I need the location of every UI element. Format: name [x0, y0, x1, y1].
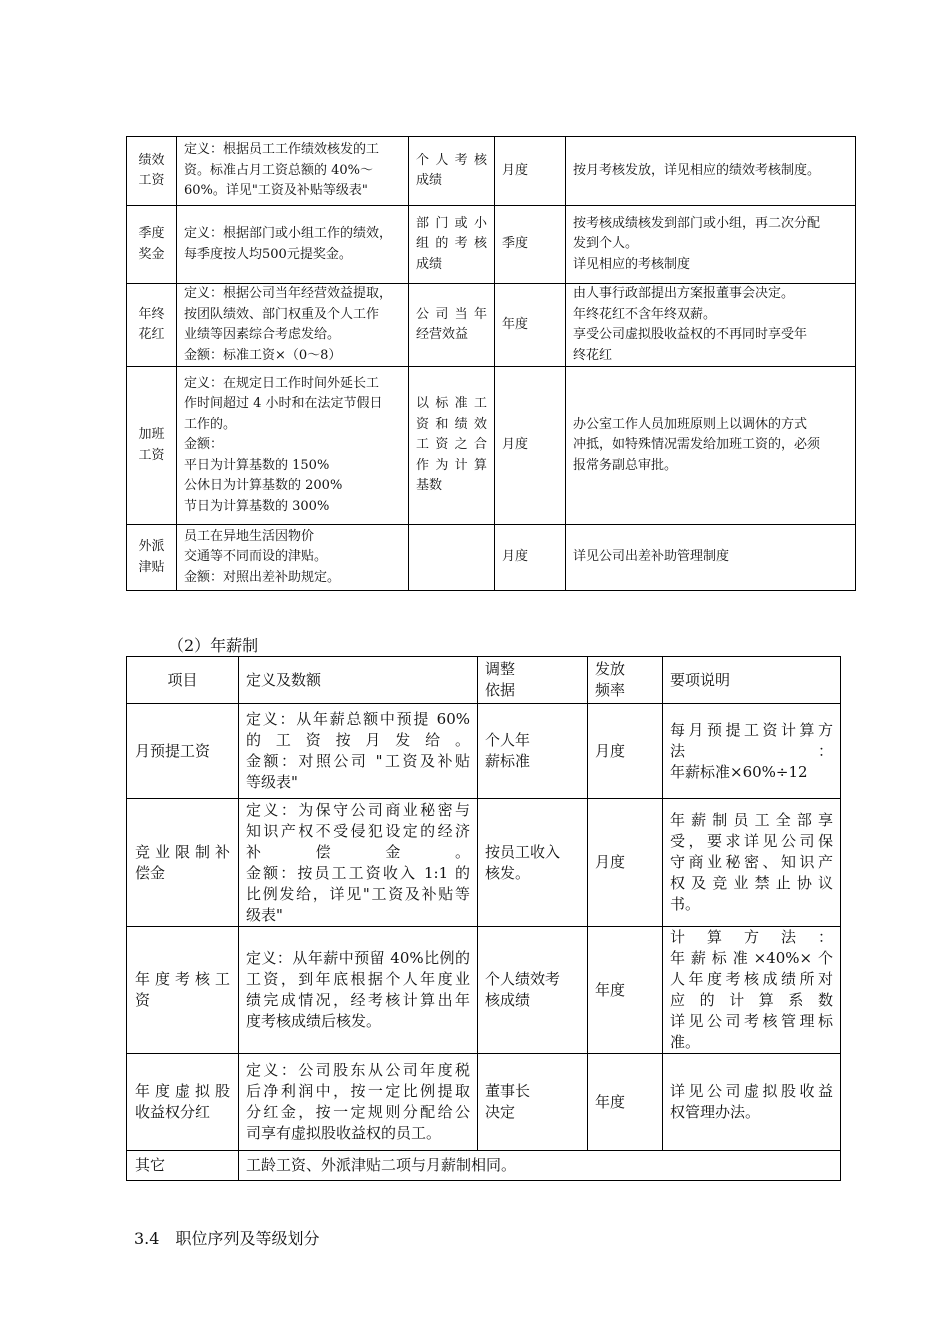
- item-definition: [177, 137, 409, 206]
- item-name: [127, 1054, 239, 1151]
- item-notes-line: 计算方法：: [670, 928, 833, 946]
- item-frequency: 月度: [588, 704, 663, 799]
- item-definition-line: 定义：从年薪总额中预提 60%: [246, 710, 470, 728]
- item-definition-line: 每季度按人均500元提奖金。: [184, 246, 352, 262]
- table1-row: [127, 367, 856, 525]
- item-notes-line: 按月考核发放，详见相应的绩效考核制度。: [573, 162, 821, 178]
- item-frequency: 年度: [495, 284, 566, 367]
- item-notes-line: 每月预提工资计算方: [670, 720, 833, 739]
- item-definition-line: 定义：根据部门或小组工作的绩效，: [184, 226, 393, 241]
- item-basis-line: 个人绩效考: [485, 970, 561, 988]
- item-name: [127, 799, 239, 927]
- other-text: 工龄工资、外派津贴二项与月薪制相同。: [239, 1151, 841, 1181]
- header-frequency-line: 发放: [595, 660, 626, 678]
- item-notes-line: 详见公司考核管理标: [670, 1012, 833, 1030]
- table2-row: [127, 704, 841, 799]
- item-notes-line: 准。: [670, 1033, 701, 1051]
- item-basis-line: 资和绩效: [416, 416, 487, 432]
- item-notes-line: 详见公司虚拟股收益: [670, 1082, 833, 1100]
- item-definition: [177, 284, 409, 367]
- item-basis-line: 个人年: [485, 731, 531, 749]
- header-frequency-line: 频率: [595, 681, 626, 699]
- item-notes-line: 详见相应的考核制度: [573, 256, 691, 272]
- item-basis-line: 基数: [416, 478, 443, 494]
- item-notes-line: 享受公司虚拟股收益权的不再同时享受年: [573, 327, 808, 342]
- item-notes-line: 应的计算系数: [670, 991, 833, 1009]
- item-notes-line: 办公室工作人员加班原则上以调休的方式: [573, 416, 808, 432]
- item-basis-line: 成绩: [416, 256, 443, 272]
- item-notes: [566, 206, 856, 284]
- item-definition-line: 定义：根据员工工作绩效核发的工: [184, 142, 380, 158]
- table2-row: [127, 1054, 841, 1151]
- table1-row: [127, 137, 856, 206]
- item-definition-line: 比例发给，详见"工资及补贴等: [246, 884, 470, 903]
- item-definition-line: 的工资按月发给。: [246, 731, 470, 749]
- item-definition-line: 分红金，按一定规则分配给公: [246, 1103, 470, 1121]
- item-name: [127, 367, 177, 525]
- table2-row: [127, 927, 841, 1054]
- item-definition-line: 绩完成情况，经考核计算出年: [246, 991, 470, 1009]
- table2-header-row: [127, 657, 841, 704]
- item-definition-line: 司享有虚拟股收益权的员工。: [246, 1124, 442, 1142]
- item-notes-line: 报常务副总审批。: [573, 457, 678, 473]
- item-basis-line: 以标准工: [416, 396, 487, 412]
- item-notes-line: 法：: [670, 741, 833, 760]
- item-notes: [663, 1054, 841, 1151]
- item-name-line: 外派: [138, 539, 165, 554]
- item-notes-line: 年薪制员工全部享: [670, 811, 833, 829]
- item-name: [127, 284, 177, 367]
- table1-row: [127, 206, 856, 284]
- item-definition-line: 金额：对照出差补助规定。: [184, 569, 341, 585]
- table1-row: [127, 525, 856, 591]
- item-definition-line: 补偿金。: [246, 842, 470, 861]
- salary-items-table-monthly: [126, 136, 856, 591]
- item-notes: [663, 704, 841, 799]
- section-position-sequence-title: 3.4 职位序列及等级划分: [134, 1229, 320, 1248]
- item-definition-line: 节日为计算基数的 300%: [184, 498, 330, 514]
- item-basis-line: 董事长: [485, 1082, 531, 1100]
- item-definition: [177, 525, 409, 591]
- item-notes: [663, 927, 841, 1054]
- item-basis: [409, 525, 495, 591]
- item-basis-line: 公司当年: [416, 306, 487, 322]
- other-label: 其它: [127, 1151, 239, 1181]
- item-name-line: 工资: [138, 447, 165, 463]
- item-name-line: 年度考核工: [135, 970, 230, 988]
- item-definition: [177, 367, 409, 525]
- item-name-line: 资: [135, 991, 151, 1009]
- item-notes-line: 年终花红不含年终双薪。: [573, 306, 717, 322]
- item-basis: [409, 367, 495, 525]
- item-definition-line: 后净利润中，按一定比例提取: [246, 1082, 470, 1100]
- item-name-line: 年终: [138, 306, 165, 322]
- salary-items-table-annual: [126, 656, 841, 1181]
- item-basis: [478, 799, 588, 927]
- item-basis-line: 组的考核: [416, 236, 487, 252]
- item-basis-line: 部门或小: [416, 215, 487, 231]
- item-definition: [239, 927, 478, 1054]
- item-frequency: 月度: [495, 525, 566, 591]
- item-basis-line: 按员工收入: [485, 842, 561, 861]
- item-frequency: 月度: [495, 367, 566, 525]
- item-definition-line: 业绩等因素综合考虑发给。: [184, 327, 341, 342]
- item-definition-line: 金额：按员工工资收入 1:1 的: [246, 863, 470, 882]
- item-basis-line: 核发。: [485, 863, 531, 882]
- item-definition-line: 等级表": [246, 773, 298, 791]
- item-notes-line: 详见公司出差补助管理制度: [573, 549, 730, 565]
- item-definition-line: 定义：公司股东从公司年度税: [246, 1061, 470, 1079]
- item-notes: [566, 284, 856, 367]
- item-definition-line: 平日为计算基数的 150%: [184, 457, 330, 473]
- item-name-line: 月预提工资: [135, 741, 211, 760]
- item-definition-line: 度考核成绩后核发。: [246, 1012, 382, 1030]
- item-basis: [409, 137, 495, 206]
- item-name-line: 偿金: [135, 863, 166, 882]
- item-notes-line: 受，要求详见公司保: [670, 832, 833, 850]
- item-definition: [239, 1054, 478, 1151]
- item-frequency: 季度: [495, 206, 566, 284]
- item-definition-line: 定义：从年薪中预留 40%比例的: [246, 949, 470, 967]
- item-basis-line: 个人考核: [416, 152, 487, 168]
- item-definition: [177, 206, 409, 284]
- item-frequency: 月度: [495, 137, 566, 206]
- table2-body: [127, 704, 841, 1181]
- item-frequency: 月度: [588, 799, 663, 927]
- item-name: [127, 137, 177, 206]
- header-notes: 要项说明: [663, 657, 841, 704]
- item-notes: [663, 799, 841, 927]
- item-name-line: 津贴: [138, 559, 165, 575]
- item-name-line: 年度虚拟股: [135, 1082, 230, 1100]
- header-item: 项目: [127, 657, 239, 704]
- item-notes-line: 年薪标准×40%×个: [670, 949, 833, 967]
- item-basis: [478, 1054, 588, 1151]
- item-notes-line: 人年度考核成绩所对: [670, 970, 833, 988]
- item-notes-line: 发到个人。: [573, 236, 639, 252]
- table1-row: [127, 284, 856, 367]
- item-notes-line: 冲抵，如特殊情况需发给加班工资的，必须: [573, 437, 821, 453]
- header-definition: 定义及数额: [239, 657, 478, 704]
- item-definition-line: 定义：在规定日工作时间外延长工: [184, 375, 380, 391]
- item-basis: [409, 206, 495, 284]
- item-name-line: 绩效: [138, 152, 165, 168]
- table2-row: [127, 799, 841, 927]
- item-basis-line: 经营效益: [416, 327, 469, 342]
- header-basis-line: 调整: [485, 660, 516, 678]
- item-basis: [409, 284, 495, 367]
- item-notes-line: 权管理办法。: [670, 1103, 761, 1121]
- item-definition-line: 60%。详见"工资及补贴等级表": [184, 183, 368, 199]
- item-definition-line: 员工在异地生活因物价: [184, 528, 315, 544]
- item-notes-line: 守商业秘密、知识产: [670, 853, 833, 871]
- item-basis-line: 薪标准: [485, 752, 531, 770]
- item-notes: [566, 367, 856, 525]
- item-name: [127, 704, 239, 799]
- header-basis-line: 依据: [485, 681, 516, 699]
- header-basis: [478, 657, 588, 704]
- item-name-line: 收益权分红: [135, 1103, 211, 1121]
- item-name-line: 加班: [138, 427, 165, 442]
- item-definition-line: 知识产权不受侵犯设定的经济: [246, 821, 470, 840]
- item-notes-line: 按考核成绩核发到部门或小组，再二次分配: [573, 215, 821, 231]
- item-basis: [478, 704, 588, 799]
- item-frequency: 年度: [588, 1054, 663, 1151]
- item-basis-line: 成绩: [416, 173, 443, 188]
- item-definition: [239, 799, 478, 927]
- table2-other-row: [127, 1151, 841, 1181]
- item-name: [127, 206, 177, 284]
- item-definition-line: 金额：: [184, 437, 224, 453]
- item-definition: [239, 704, 478, 799]
- item-notes: [566, 137, 856, 206]
- item-basis-line: 核成绩: [485, 991, 531, 1009]
- item-notes-line: 权及竞业禁止协议: [670, 874, 833, 892]
- item-notes-line: 书。: [670, 895, 701, 913]
- item-name: [127, 927, 239, 1054]
- item-definition-line: 金额：对照公司 "工资及补贴: [246, 752, 470, 770]
- item-notes-line: 年薪标准×60%÷12: [670, 762, 808, 781]
- item-basis-line: 工资之合: [416, 437, 487, 453]
- item-name-line: 奖金: [138, 246, 165, 262]
- item-definition-line: 交通等不同而设的津贴。: [184, 549, 328, 565]
- item-definition-line: 金额：标准工资×（0～8）: [184, 347, 342, 363]
- item-frequency: 年度: [588, 927, 663, 1054]
- item-definition-line: 按团队绩效、部门权重及个人工作: [184, 306, 380, 322]
- item-definition-line: 公休日为计算基数的 200%: [184, 478, 343, 494]
- item-name: [127, 525, 177, 591]
- item-definition-line: 级表": [246, 905, 283, 924]
- item-name-line: 季度: [138, 226, 165, 241]
- item-notes-line: 终花红: [573, 347, 613, 363]
- item-name-line: 工资: [138, 173, 165, 188]
- item-basis: [478, 927, 588, 1054]
- item-definition-line: 作时间超过 4 小时和在法定节假日: [184, 396, 383, 412]
- item-notes-line: 由人事行政部提出方案报董事会决定。: [573, 286, 795, 301]
- item-definition-line: 工资，到年底根据个人年度业: [246, 970, 470, 988]
- section-annual-salary-title: （2）年薪制: [168, 636, 259, 655]
- header-frequency: [588, 657, 663, 704]
- item-definition-line: 工作的。: [184, 416, 237, 432]
- item-basis-line: 作为计算: [416, 457, 487, 473]
- item-basis-line: 决定: [485, 1103, 516, 1121]
- item-definition-line: 定义：根据公司当年经营效益提取，: [184, 286, 393, 301]
- item-name-line: 花红: [138, 327, 165, 342]
- table1-body: [127, 137, 856, 591]
- item-notes: [566, 525, 856, 591]
- item-name-line: 竞业限制补: [135, 842, 230, 861]
- item-definition-line: 资。标准占月工资总额的 40%～: [184, 162, 374, 178]
- item-definition-line: 定义：为保守公司商业秘密与: [246, 800, 470, 819]
- table2-header: [127, 657, 841, 704]
